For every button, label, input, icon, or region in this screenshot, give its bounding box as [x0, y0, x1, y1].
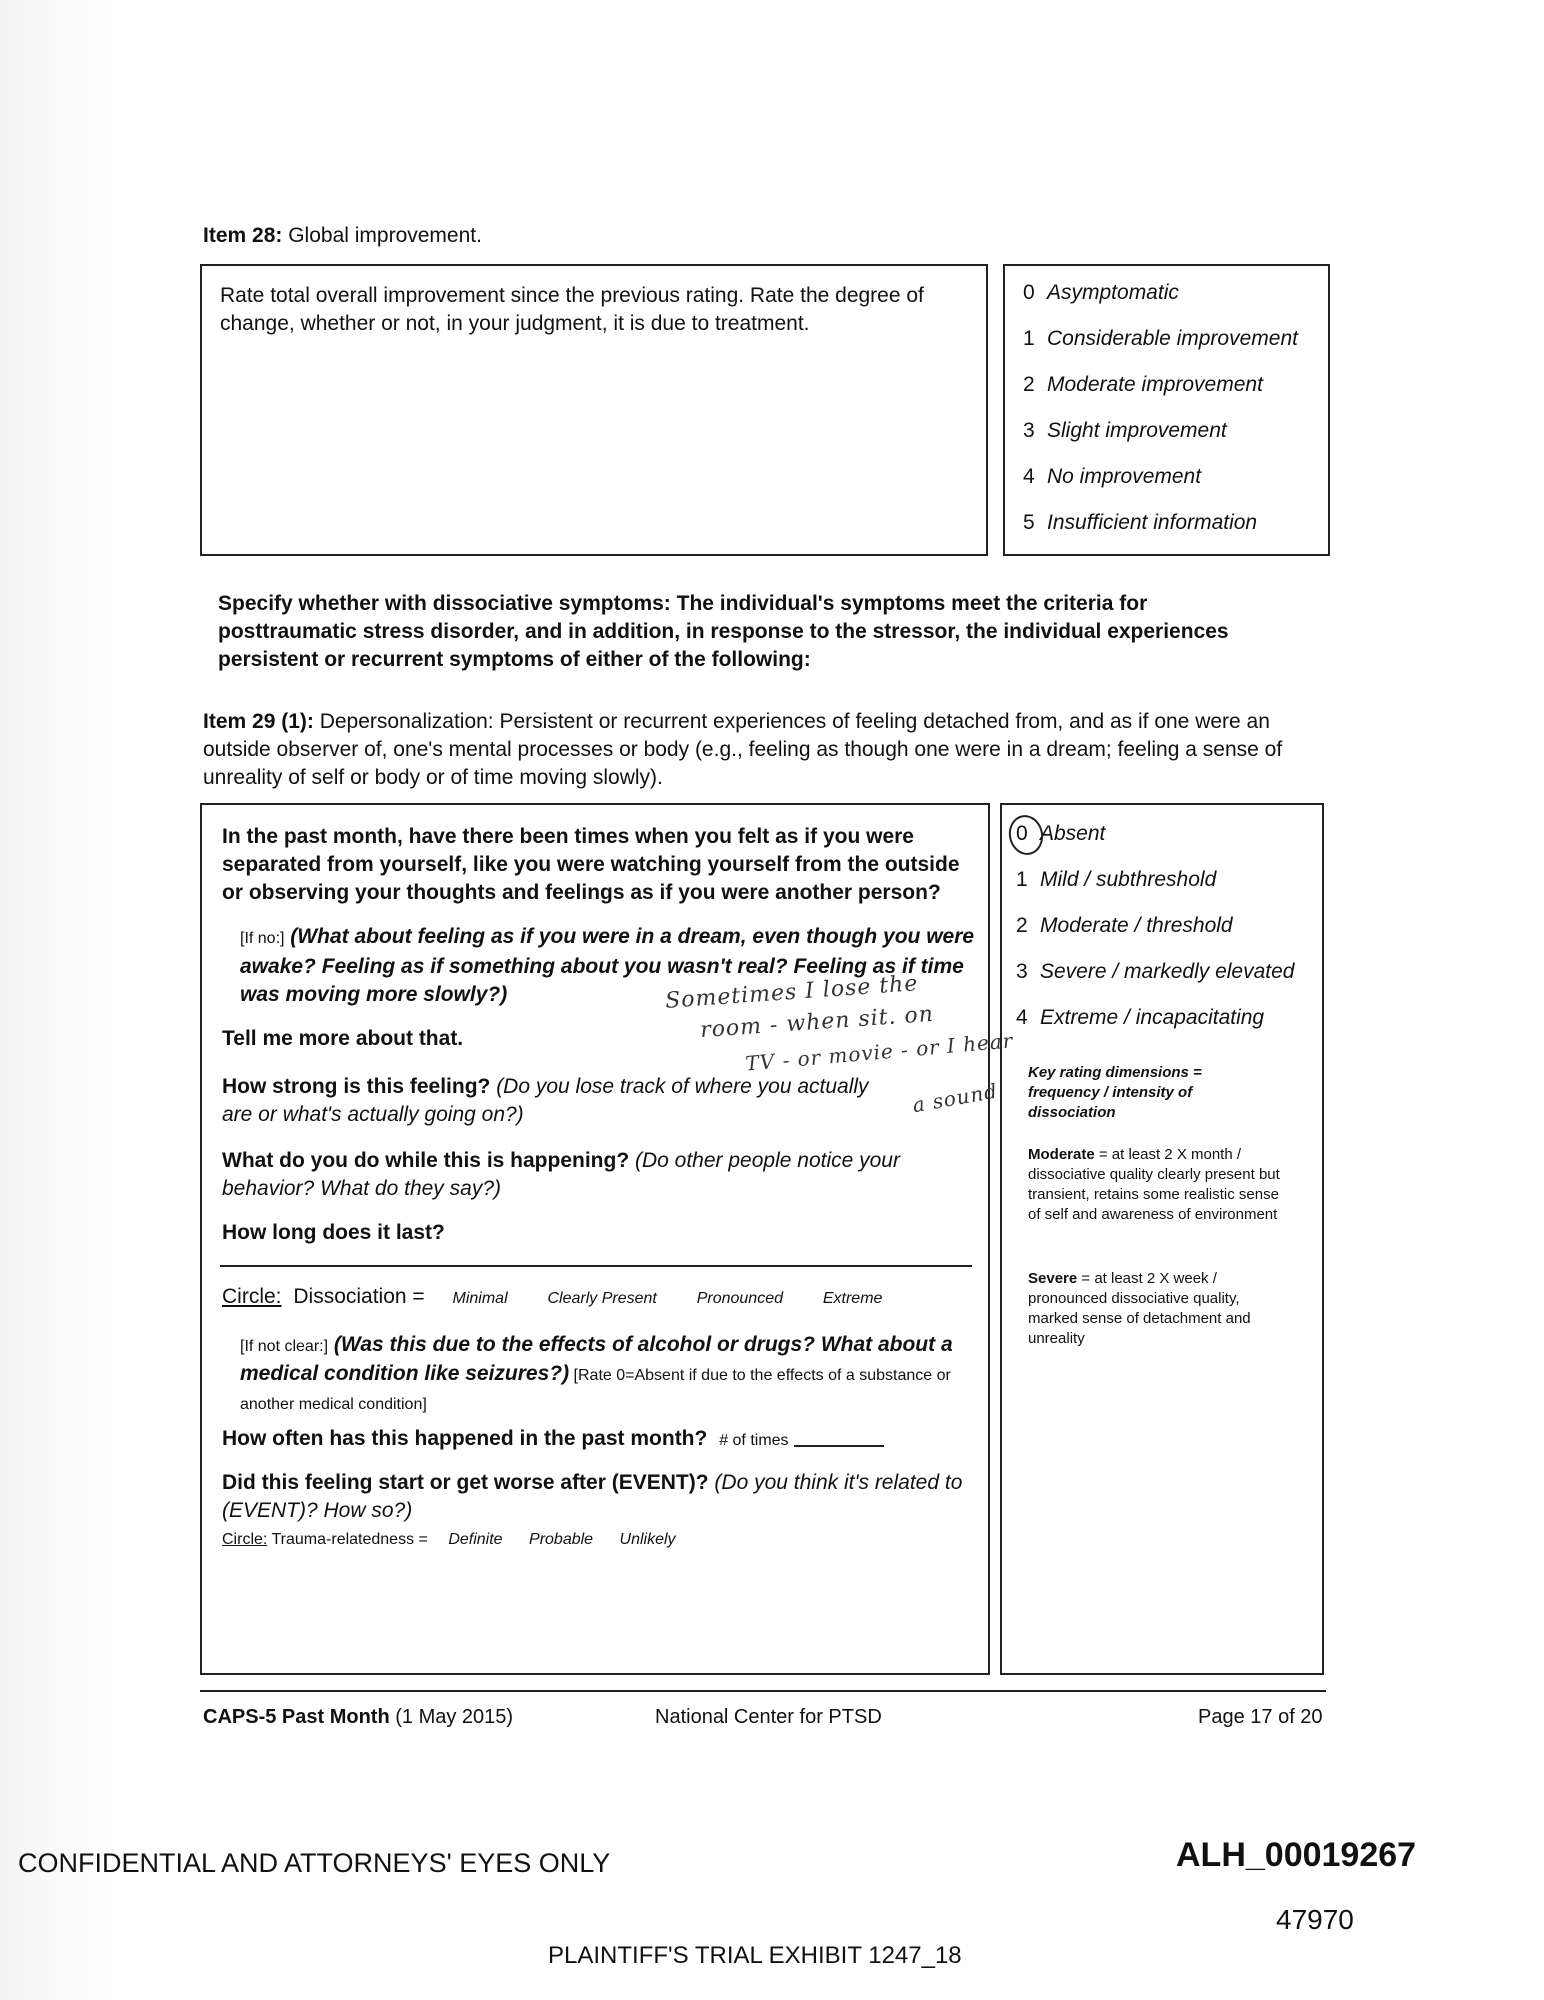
trial-exhibit-label: PLAINTIFF'S TRIAL EXHIBIT 1247_18: [548, 1942, 962, 1969]
trauma-option-definite[interactable]: Definite: [448, 1531, 503, 1548]
footer-left: [203, 1706, 513, 1729]
item28-option-1: 1 Considerable improvement: [1023, 327, 1298, 350]
item28-label: Item 28:: [203, 224, 283, 247]
did-start-question: Did this feeling start or get worse after (EVENT)?: [222, 1471, 709, 1494]
item28-option-3: 3 Slight improvement: [1023, 419, 1227, 442]
what-do-question: What do you do while this is happening?: [222, 1149, 630, 1172]
trauma-option-probable[interactable]: Probable: [529, 1531, 594, 1548]
item28-instruction: Rate total overall improvement since the previous rating. Rate the degree of change, whether or not, in your judgment, it is due to treatment.: [220, 284, 924, 335]
trauma-circle-row: [222, 1531, 676, 1549]
severe-definition: [1028, 1269, 1290, 1349]
dissociation-option-minimal[interactable]: Minimal: [452, 1290, 508, 1307]
item29-question: In the past month, have there been times when you felt as if you were separated from yourself, like you were watching yourself from the outside or observing your thoughts and feelings as if you were another person?: [222, 825, 960, 904]
footer-page-number: Page 17 of 20: [1198, 1706, 1323, 1728]
item28-title: Global improvement.: [282, 224, 482, 247]
section-divider: [220, 1265, 972, 1267]
bates-number: ALH_00019267: [1176, 1836, 1417, 1874]
if-no-followup: (What about feeling as if you were in a dream, even though you were awake? Feeling as if something about you wasn't real? Feeling as if time was moving more slowly?): [240, 925, 975, 1006]
item29-option-2: 2 Moderate / threshold: [1016, 914, 1233, 937]
item28-option-2: 2 Moderate improvement: [1023, 373, 1263, 396]
how-strong-question: How strong is this feeling?: [222, 1075, 491, 1098]
if-not-clear-tag: [If not clear:]: [240, 1338, 329, 1355]
item28-scale-list: [1023, 270, 1298, 546]
item28-scale-box: [1003, 264, 1330, 556]
trauma-circle-label: Circle:: [222, 1531, 268, 1548]
item29-option-3: 3 Severe / markedly elevated: [1016, 960, 1295, 983]
if-not-clear-question: (Was this due to the effects of alcohol or drugs? What about a medical condition like seizures?): [240, 1333, 953, 1385]
what-do-prompt: [222, 1147, 942, 1203]
did-start-followup: (Do you think it's related to (EVENT)? How so?): [222, 1471, 963, 1522]
dissociation-option-pronounced[interactable]: Pronounced: [696, 1290, 783, 1307]
trauma-label: Trauma-relatedness =: [271, 1531, 428, 1548]
if-no-tag: [If no:]: [240, 930, 285, 947]
if-not-clear-note: [Rate 0=Absent if due to the effects of a substance or another medical condition]: [240, 1367, 951, 1413]
item28-option-5: 5 Insufficient information: [1023, 511, 1258, 534]
item29-interview-box: [200, 803, 990, 1675]
dissociation-option-clearly-present[interactable]: Clearly Present: [547, 1290, 657, 1307]
tell-me-more: Tell me more about that.: [222, 1027, 464, 1050]
did-start-prompt: [222, 1469, 982, 1525]
how-long-question: How long does it last?: [222, 1221, 445, 1244]
times-label: # of times: [719, 1432, 789, 1449]
footer-center: National Center for PTSD: [655, 1706, 882, 1728]
how-strong-followup: (Do you lose track of where you actually are or what's actually going on?): [222, 1075, 869, 1126]
how-strong-prompt: [222, 1073, 902, 1129]
item29-option-0: 0 Absent: [1016, 822, 1106, 845]
dissociation-label: Dissociation =: [293, 1285, 425, 1308]
item28-heading: [203, 222, 482, 250]
footer-form-name: CAPS-5 Past Month: [203, 1706, 390, 1728]
how-often-question: How often has this happened in the past month?: [222, 1427, 708, 1450]
item29-option-4: 4 Extreme / incapacitating: [1016, 1006, 1265, 1029]
item29-heading: [203, 708, 1313, 792]
item29-option-1: 1 Mild / subthreshold: [1016, 868, 1217, 891]
severe-text: = at least 2 X week / pronounced dissociative quality, marked sense of detachment and unreality: [1028, 1270, 1251, 1347]
moderate-definition: [1028, 1145, 1290, 1225]
what-do-followup: (Do other people notice your behavior? What do they say?): [222, 1149, 900, 1200]
handwritten-note-line-3: TV - or movie - or I hear: [744, 1028, 1015, 1076]
item28-instruction-box: [200, 264, 988, 556]
if-not-clear-prompt: [240, 1331, 970, 1418]
trauma-option-unlikely[interactable]: Unlikely: [619, 1531, 676, 1548]
confidential-stamp: CONFIDENTIAL AND ATTORNEYS' EYES ONLY: [18, 1848, 611, 1878]
document-number: 47970: [1276, 1904, 1354, 1935]
handwritten-note-line-2: room - when sit. on: [699, 1001, 935, 1044]
specify-dissociative-text: Specify whether with dissociative symptoms: The individual's symptoms meet the criteria for posttraumatic stress disorder, and in addition, in response to the stressor, the individual experiences persistent or recurrent symptoms of either of the following:: [218, 592, 1229, 671]
circle-label: Circle:: [222, 1285, 282, 1308]
dissociation-circle-row: [222, 1283, 962, 1313]
footer-form-date: (1 May 2015): [389, 1706, 514, 1728]
item29-scale-list: [1016, 811, 1294, 1041]
times-blank[interactable]: [794, 1445, 884, 1447]
item29-label: Item 29 (1):: [203, 710, 314, 733]
item29-rating-box: [1000, 803, 1324, 1675]
item28-option-4: 4 No improvement: [1023, 465, 1202, 488]
handwritten-note-line-4: a sound: [910, 1078, 1000, 1118]
footer-rule: [200, 1690, 1326, 1692]
item29-description: Depersonalization: Persistent or recurrent experiences of feeling detached from, and as if one were an outside observer of, one's mental processes or body (e.g., feeling as though one were in a dream; feeling a sense of unreality of self or body or of time moving slowly).: [203, 710, 1283, 789]
moderate-label: Moderate: [1028, 1146, 1095, 1163]
severe-label: Severe: [1028, 1270, 1078, 1287]
handwritten-note-line-1: Sometimes I lose the: [664, 971, 920, 1014]
item28-option-0: 0 Asymptomatic: [1023, 281, 1179, 304]
key-rating-dimensions: Key rating dimensions = frequency / intensity of dissociation: [1028, 1064, 1202, 1121]
how-often-row: [222, 1425, 884, 1455]
moderate-text: = at least 2 X month / dissociative quality clearly present but transient, retains some realistic sense of self and awareness of environment: [1028, 1146, 1280, 1223]
dissociation-option-extreme[interactable]: Extreme: [822, 1290, 883, 1307]
